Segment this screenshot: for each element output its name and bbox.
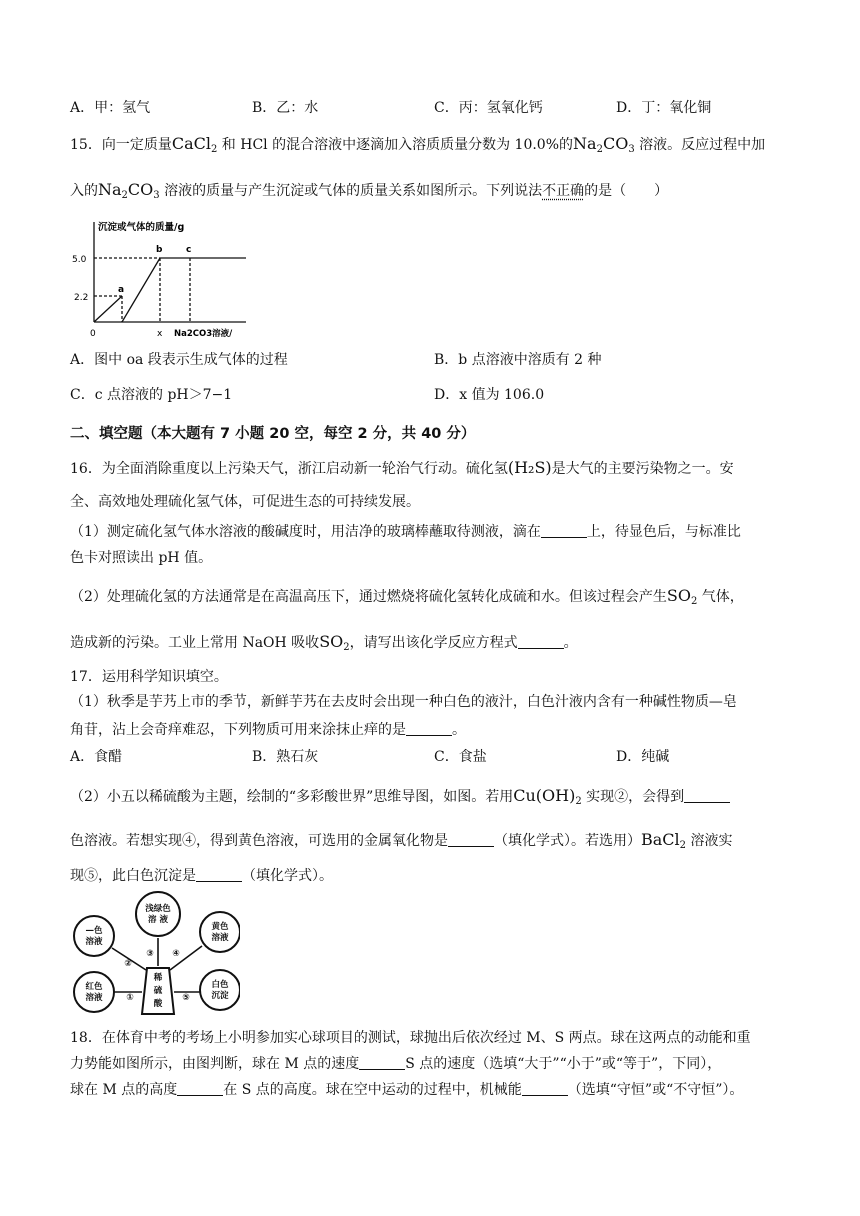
x-tick-label: x <box>157 329 163 339</box>
formula-sub: 2 <box>596 144 603 155</box>
q17-p2-line2 <box>70 830 732 856</box>
q16-p1-line2: 色卡对照读出 pH 值。 <box>70 550 213 566</box>
q17-p2-line3 <box>70 866 333 886</box>
tick-2-2: 2.2 <box>74 293 89 303</box>
q17-option-d[interactable] <box>616 747 669 767</box>
option-text: 丁：氧化铜 <box>641 100 712 116</box>
answer-blank[interactable] <box>448 832 494 847</box>
stem-text: 溶液实 <box>686 833 733 849</box>
q15-stem-line1 <box>70 134 765 160</box>
section-heading: 二、填空题（本大题有 7 小题 20 空，每空 2 分，共 40 分） <box>70 426 476 442</box>
node-right-bottom <box>200 970 240 1010</box>
q14-option-b[interactable] <box>252 98 318 118</box>
node-left-top <box>74 916 114 956</box>
stem-text: 球在 M 点的高度 <box>70 1082 178 1098</box>
stem-text: （1）测定硫化氢气体水溶液的酸碱度时，用洁净的玻璃棒蘸取待测液，滴在 <box>70 524 541 540</box>
node-top <box>136 892 180 936</box>
node-right-top <box>200 912 240 952</box>
q17-p1-line2 <box>70 720 466 740</box>
formula-bacl2 <box>641 830 686 849</box>
option-letter: C． <box>434 100 459 116</box>
stem-text: 角苷，沾上会奇痒难忍，下列物质可用来涂抹止痒的是 <box>70 722 406 738</box>
num-5: ⑤ <box>182 993 190 1003</box>
formula-sub: 2 <box>690 596 698 607</box>
point-c-label: c <box>186 245 192 255</box>
formula-cuoh2 <box>513 786 581 805</box>
q17-option-a[interactable] <box>70 747 122 767</box>
answer-blank[interactable] <box>406 721 452 736</box>
option-text: 食醋 <box>94 749 123 765</box>
num-1: ① <box>126 993 134 1003</box>
option-text: 丙：氢氧化钙 <box>458 100 543 116</box>
graph-xlabel: Na2CO3溶液/ <box>174 329 233 339</box>
stem-text: （填化学式）。若选用） <box>494 833 641 849</box>
node-rt-line1: 黄色 <box>211 922 229 932</box>
node-lt-line2: 溶液 <box>85 937 103 947</box>
formula-sub: 2 <box>121 190 128 201</box>
stem-text: 上，待显色后，与标准比 <box>586 524 741 540</box>
q18-line1: 18．在体育中考的考场上小明参加实心球项目的测试，球抛出后依次经过 M、S 两点。球在这两点的动能和重 <box>70 1030 751 1046</box>
center-char-1: 稀 <box>153 973 163 983</box>
formula-so2 <box>667 586 697 605</box>
formula-text: Cu(OH) <box>513 786 576 805</box>
tick-5: 5.0 <box>72 255 87 265</box>
option-letter: D． <box>434 387 460 403</box>
q17-option-b[interactable] <box>252 747 318 767</box>
stem-text: 。 <box>563 635 578 651</box>
formula-cacl2 <box>172 134 218 153</box>
question-number: 15． <box>70 137 102 153</box>
emphasis-text: 不正确 <box>542 183 585 199</box>
option-text: 甲：氢气 <box>94 100 151 116</box>
q15-graph <box>66 212 256 342</box>
point-b-label: b <box>156 245 163 255</box>
q15-option-d[interactable] <box>434 385 544 405</box>
formula-text: Na <box>573 134 597 153</box>
option-letter: B． <box>252 100 277 116</box>
stem-text: 在 S 点的高度。球在空中运动的过程中，机械能 <box>223 1082 522 1098</box>
q17-option-c[interactable] <box>434 747 487 767</box>
node-top-line1: 浅绿色 <box>145 904 171 914</box>
node-rb-line2: 沉淀 <box>211 991 229 1001</box>
stem-text: 入的 <box>70 183 98 199</box>
q15-option-b[interactable] <box>434 350 602 370</box>
q16-p1-line1 <box>70 522 741 542</box>
formula-sub: 2 <box>210 144 218 155</box>
option-text: 图中 oa 段表示生成气体的过程 <box>94 352 288 368</box>
q16-p2-line1 <box>70 586 744 612</box>
stem-text: 的是（ ） <box>584 183 669 199</box>
stem-text: 造成新的污染。工业上常用 NaOH 吸收 <box>70 635 320 651</box>
q14-option-a[interactable] <box>70 98 150 118</box>
option-text: c 点溶液的 pH＞7−1 <box>94 387 233 403</box>
stem-text: 色溶液。若想实现④，得到黄色溶液，可选用的金属氧化物是 <box>70 833 448 849</box>
q15-stem-line2 <box>70 180 668 206</box>
q14-option-d[interactable] <box>616 98 711 118</box>
stem-text: 现⑤，此白色沉淀是 <box>70 868 196 884</box>
stem-text: 是大气的主要污染物之一。安 <box>551 461 734 477</box>
stem-text: （选填“守恒”或“不守恒”）。 <box>567 1082 744 1098</box>
formula-text: SO <box>666 586 691 605</box>
center-char-2: 硫 <box>153 986 163 996</box>
formula-h2s: (H₂S) <box>507 458 552 477</box>
formula-text: CaCl <box>171 134 211 153</box>
formula-text: SO <box>319 632 344 651</box>
node-top-line2: 溶 液 <box>148 915 168 925</box>
node-left-bottom <box>74 972 114 1012</box>
option-text: 食盐 <box>458 749 487 765</box>
formula-na2co3 <box>573 134 635 153</box>
option-text: 熟石灰 <box>276 749 319 765</box>
option-letter: D． <box>616 100 642 116</box>
q15-option-a[interactable] <box>70 350 288 370</box>
answer-blank[interactable] <box>684 788 730 803</box>
option-letter: B． <box>252 749 277 765</box>
option-letter: C． <box>70 387 95 403</box>
num-3: ③ <box>146 949 154 959</box>
stem-text: （填化学式）。 <box>242 868 333 884</box>
node-lb-line2: 溶液 <box>85 993 103 1003</box>
option-text: x 值为 106.0 <box>459 387 545 403</box>
answer-blank[interactable] <box>196 867 242 882</box>
formula-sub: 2 <box>575 796 582 807</box>
option-letter: A． <box>70 352 95 368</box>
option-letter: B． <box>434 352 459 368</box>
num-4: ④ <box>172 949 180 959</box>
stem-text: 向一定质量 <box>101 137 172 153</box>
q17-mindmap <box>70 890 240 1015</box>
formula-sub: 3 <box>628 144 635 155</box>
node-rb-line1: 白色 <box>211 980 229 990</box>
q18-line2 <box>70 1054 721 1074</box>
q17-p1-line1: （1）秋季是芋艿上市的季节，新鲜芋艿在去皮时会出现一种白色的液汁，白色汁液内含有一种碱性物质—皂 <box>70 694 737 710</box>
num-2: ② <box>124 959 132 969</box>
node-rt-line2: 溶液 <box>211 933 229 943</box>
q16-line2: 全、高效地处理硫化氢气体，可促进生态的可持续发展。 <box>70 494 420 510</box>
stem-text: S 点的速度（选填“大于”“小于”或“等于”，下同）， <box>405 1056 722 1072</box>
answer-blank[interactable] <box>518 634 564 649</box>
center-char-3: 酸 <box>153 999 163 1009</box>
formula-text: CO <box>602 134 629 153</box>
stem-text: 气体， <box>697 589 744 605</box>
option-letter: A． <box>70 100 95 116</box>
q14-option-c[interactable] <box>434 98 543 118</box>
option-letter: A． <box>70 749 95 765</box>
formula-text: Na <box>98 180 122 199</box>
stem-text: 16．为全面消除重度以上污染天气，浙江启动新一轮治气行动。硫化氢 <box>70 461 508 477</box>
stem-text: 溶液。反应过程中加 <box>634 137 766 153</box>
stem-text: 力势能如图所示，由图判断，球在 M 点的速度 <box>70 1056 360 1072</box>
option-text: 乙：水 <box>276 100 319 116</box>
segment-oa <box>94 296 122 322</box>
option-letter: D． <box>616 749 642 765</box>
segment-rise <box>122 258 160 322</box>
formula-sub: 2 <box>343 642 350 653</box>
answer-blank[interactable] <box>541 523 587 538</box>
q15-option-c[interactable] <box>70 385 232 405</box>
q16-p2-line2 <box>70 632 578 658</box>
q17-p2-line1 <box>70 786 730 812</box>
answer-blank[interactable] <box>177 1081 223 1096</box>
formula-na2co3-2 <box>98 180 160 199</box>
point-a-label: a <box>118 285 125 295</box>
option-letter: C． <box>434 749 459 765</box>
node-lb-line1: 红色 <box>85 982 103 992</box>
origin-label: 0 <box>90 329 96 339</box>
stem-text: 溶液的质量与产生沉淀或气体的质量关系如图所示。下列说法 <box>159 183 543 199</box>
node-lt-line1: —色 <box>85 926 103 936</box>
option-text: 纯碱 <box>641 749 670 765</box>
option-text: b 点溶液中溶质有 2 种 <box>458 352 602 368</box>
formula-sub: 2 <box>679 840 687 851</box>
graph-ylabel: 沉淀或气体的质量/g <box>98 222 185 233</box>
q17-line1: 17．运用科学知识填空。 <box>70 669 228 685</box>
stem-text: 实现②，会得到 <box>581 789 685 805</box>
q18-line3 <box>70 1080 743 1100</box>
formula-so2-2 <box>319 632 349 651</box>
q16-line1 <box>70 458 734 479</box>
stem-text: （2）处理硫化氢的方法通常是在高温高压下，通过燃烧将硫化氢转化成硫和水。但该过程会产生 <box>70 589 667 605</box>
stem-text: （2）小五以稀硫酸为主题，绘制的“多彩酸世界”思维导图，如图。若用 <box>70 789 514 805</box>
formula-sub: 3 <box>153 190 160 201</box>
stem-text: ，请写出该化学反应方程式 <box>349 635 518 651</box>
stem-text: 。 <box>452 722 466 738</box>
answer-blank[interactable] <box>359 1055 405 1070</box>
answer-blank[interactable] <box>522 1081 568 1096</box>
formula-text: CO <box>127 180 154 199</box>
stem-text: 和 HCl 的混合溶液中逐滴加入溶质质量分数为 10.0%的 <box>217 137 574 153</box>
formula-text: BaCl <box>641 830 680 849</box>
